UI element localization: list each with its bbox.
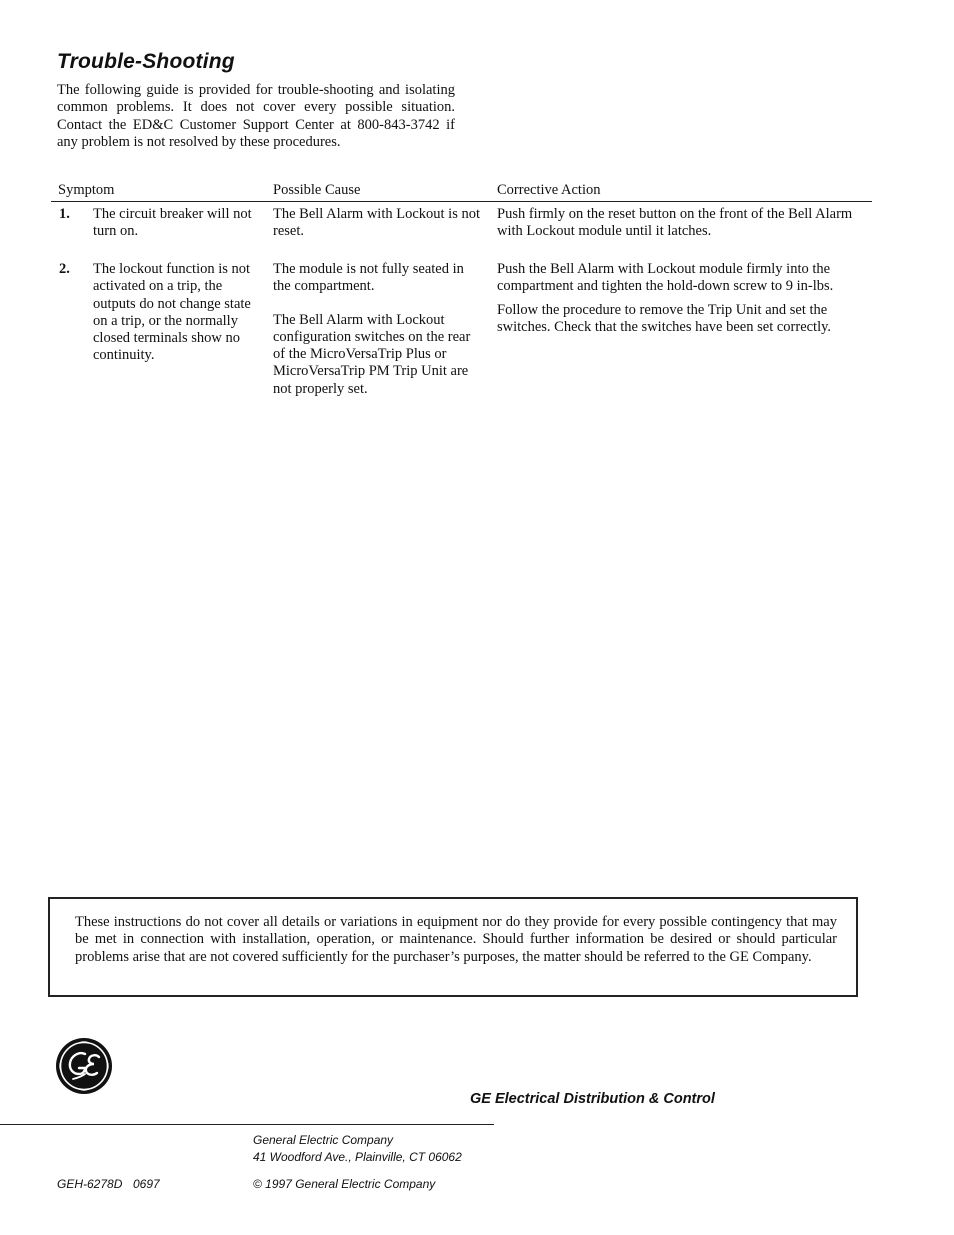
action-text: Push firmly on the reset button on the front of the Bell Alarm with Lockout module until it latches. — [497, 206, 853, 240]
page-title: Trouble-Shooting — [57, 50, 235, 73]
document-date: 0697 — [133, 1177, 160, 1191]
footer-divider — [0, 1124, 494, 1125]
cause-text: The module is not fully seated in the compartment. — [273, 261, 464, 295]
cause-text: The Bell Alarm with Lockout is not reset. — [273, 206, 481, 240]
copyright-notice: © 1997 General Electric Company — [253, 1177, 436, 1191]
symptom-text: The lockout function is not activated on a trip, the outputs do not change state on a trip, or the normally closed terminals show no continuity. — [93, 261, 251, 364]
disclaimer-box — [48, 897, 858, 997]
action-cell — [497, 206, 862, 241]
row-number: 1. — [59, 206, 70, 222]
action-text: Push the Bell Alarm with Lockout module firmly into the compartment and tighten the hold-down screw to 9 in-lbs. — [497, 261, 834, 295]
company-division: GE Electrical Distribution & Control — [470, 1091, 715, 1107]
disclaimer-text: These instructions do not cover all details or variations in equipment nor do they provide for every possible contingency that may be met in connection with installation, operation, or maintenance. Should further information be desired or should particular problems arise that are not covered sufficiently for the purchaser’s purposes, the matter should be referred to the GE Company. — [75, 914, 837, 965]
intro-paragraph: The following guide is provided for trouble-shooting and isolating common problems. It does not cover every possible situation. Contact the ED&C Customer Support Center at 800-843-3742 if any problem is not resolved by these procedures. — [57, 82, 455, 150]
address-company: General Electric Company — [253, 1133, 394, 1147]
action-cell — [497, 261, 862, 336]
table-row — [51, 261, 872, 421]
address-street: 41 Woodford Ave., Plainville, CT 06062 — [253, 1150, 462, 1164]
cause-cell — [273, 206, 485, 241]
action-text: Follow the procedure to remove the Trip Unit and set the switches. Check that the switches have been set correctly. — [497, 301, 832, 335]
row-number: 2. — [59, 261, 70, 277]
troubleshooting-table — [51, 182, 872, 421]
table-row — [51, 206, 872, 261]
cause-cell — [273, 261, 485, 398]
header-possible-cause: Possible Cause — [273, 182, 361, 198]
symptom-text: The circuit breaker will not turn on. — [93, 206, 252, 240]
cause-text: The Bell Alarm with Lockout configuration switches on the rear of the MicroVersaTrip Plus or MicroVersaTrip PM Trip Unit are not properly set. — [273, 311, 471, 397]
header-symptom: Symptom — [58, 182, 115, 198]
ge-monogram-icon — [55, 1037, 113, 1095]
document-number: GEH-6278D — [57, 1177, 123, 1191]
header-corrective-action: Corrective Action — [497, 182, 601, 198]
table-header — [51, 182, 872, 202]
